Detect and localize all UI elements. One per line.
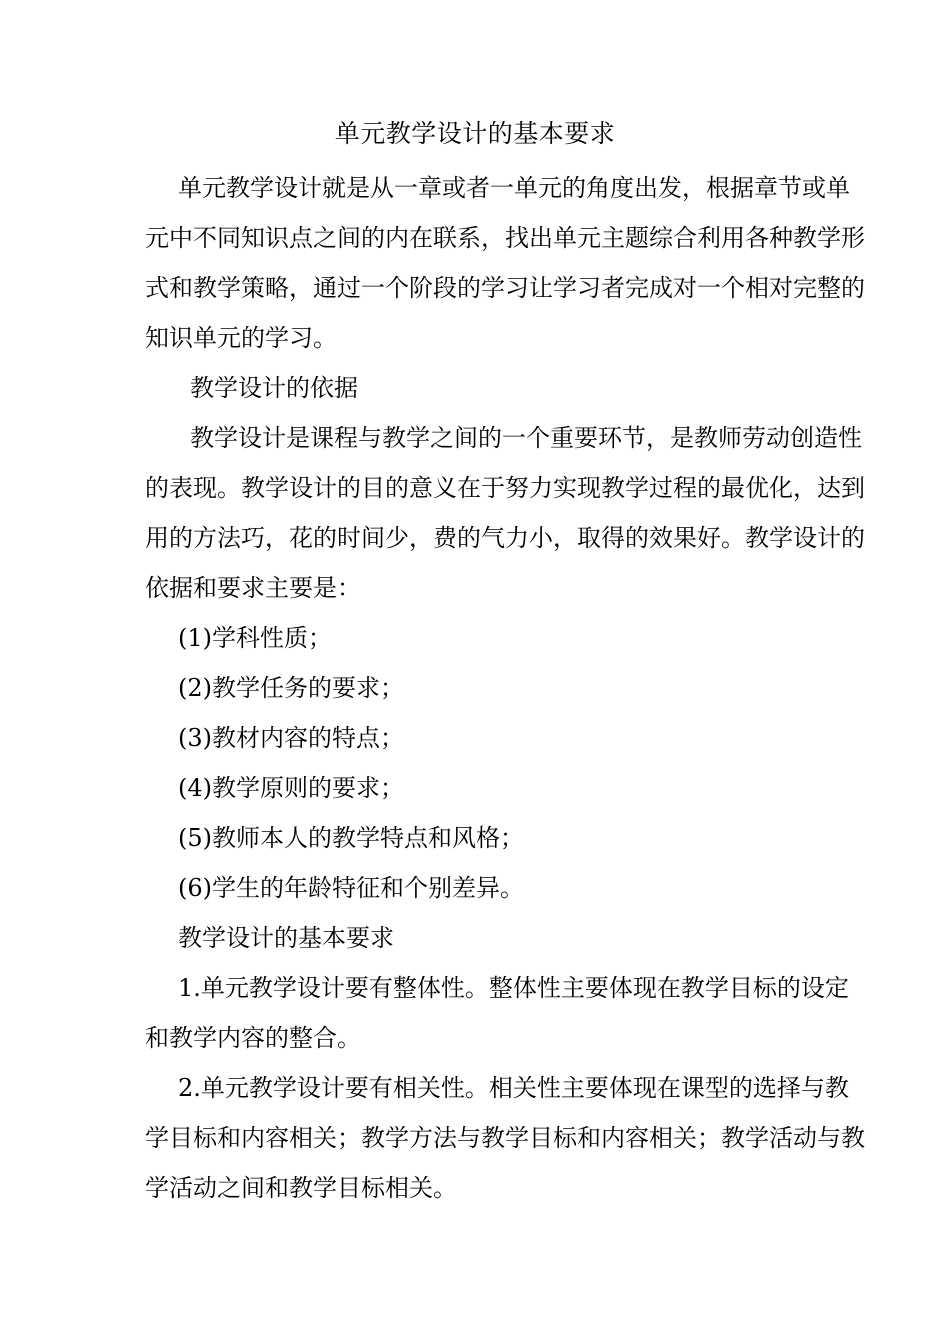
- section-heading: 教学设计的依据: [190, 374, 358, 402]
- paragraph-line: 1.单元教学设计要有整体性。整体性主要体现在教学目标的设定: [178, 974, 849, 1002]
- list-item: (1)学科性质；: [178, 624, 332, 652]
- paragraph-line: 知识单元的学习。: [145, 324, 337, 352]
- section-heading: 教学设计的基本要求: [178, 924, 394, 952]
- paragraph-line: 2.单元教学设计要有相关性。相关性主要体现在课型的选择与教: [178, 1074, 849, 1102]
- paragraph-line: 和教学内容的整合。: [145, 1024, 361, 1052]
- paragraph-line: 用的方法巧，花的时间少，费的气力小，取得的效果好。教学设计的: [145, 524, 865, 552]
- document-title: 单元教学设计的基本要求: [334, 119, 616, 148]
- paragraph-line: 式和教学策略，通过一个阶段的学习让学习者完成对一个相对完整的: [145, 274, 865, 302]
- paragraph-line: 学活动之间和教学目标相关。: [145, 1174, 457, 1202]
- paragraph-line: 学目标和内容相关；教学方法与教学目标和内容相关；教学活动与教: [145, 1124, 865, 1152]
- paragraph-line: 依据和要求主要是：: [145, 574, 361, 602]
- paragraph-line: 元中不同知识点之间的内在联系，找出单元主题综合利用各种教学形: [145, 224, 865, 252]
- list-item: (2)教学任务的要求；: [178, 674, 404, 702]
- list-item: (5)教师本人的教学特点和风格；: [178, 824, 524, 852]
- list-item: (6)学生的年龄特征和个别差异。: [178, 874, 524, 902]
- paragraph-line: 教学设计是课程与教学之间的一个重要环节，是教师劳动创造性: [190, 424, 862, 452]
- list-item: (4)教学原则的要求；: [178, 774, 404, 802]
- paragraph-line: 的表现。教学设计的目的意义在于努力实现教学过程的最优化，达到: [145, 474, 865, 502]
- list-item: (3)教材内容的特点；: [178, 724, 404, 752]
- paragraph-line: 单元教学设计就是从一章或者一单元的角度出发，根据章节或单: [178, 174, 850, 202]
